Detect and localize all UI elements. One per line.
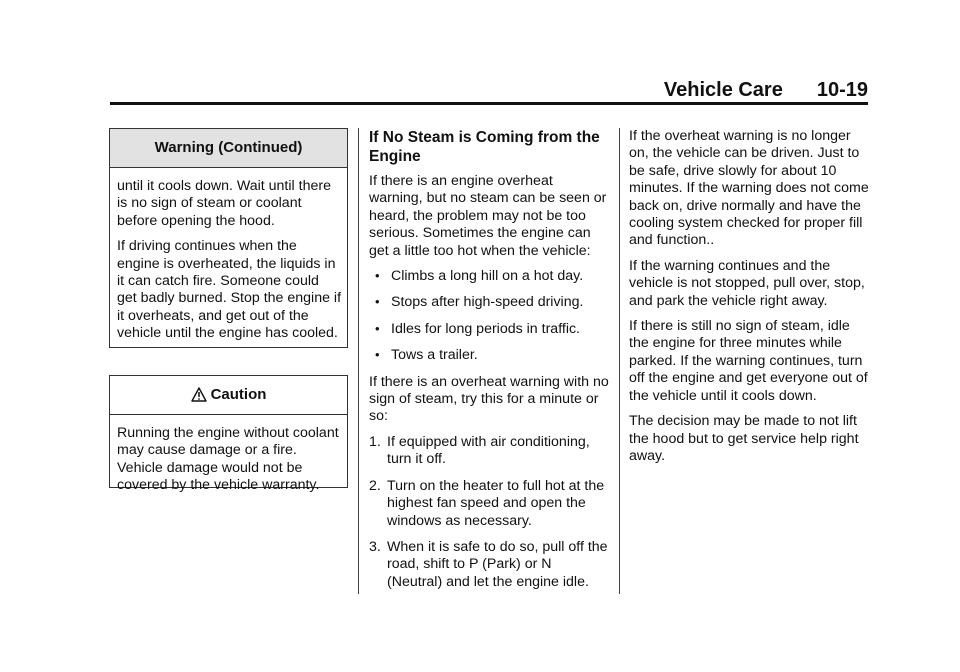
caution-title: Caution [210,386,267,403]
column-right [629,128,869,473]
warning-paragraph: If driving continues when the engine is overheated, the liquids in it can catch fire. Someone could get badly burned. Stop the engine if it overheats, and get out of the vehicle until the engine has cooled. [117,238,342,342]
step-item: 2. Turn on the heater to full hot at the highest fan speed and open the windows as necessary. [369,477,605,529]
warning-triangle-icon [191,387,207,402]
warning-paragraph: until it cools down. Wait until there is no sign of steam or coolant before opening the hood. [117,178,331,229]
caution-box [109,375,348,494]
list-item: • Stops after high-speed driving. [375,294,584,311]
steps-list [369,434,609,591]
caution-text: Running the engine without coolant may cause damage or a fire. Vehicle damage would not be covered by the vehicle warranty. [117,425,339,494]
page-number: 10-19 [816,79,868,101]
column-left [109,128,348,494]
caution-header [110,376,347,415]
warning-title: Warning (Continued) [110,129,347,168]
list-item: • Tows a trailer. [375,347,478,364]
condition-list [369,268,609,365]
body-paragraph: If there is still no sign of steam, idle the engine for three minutes while parked. If the warning continues, turn off the engine and get everyone out of the vehicle until it cools down. [629,318,868,404]
bullet-icon: • [375,294,380,310]
body-paragraph: The decision may be made to not lift the hood but to get service help right away. [629,413,859,464]
section-intro: If there is an engine overheat warning, but no steam can be seen or heard, the problem may not be too serious. Sometimes the engine can get a little too hot when the vehicle: [369,173,607,259]
list-item: • Idles for long periods in traffic. [375,320,581,337]
list-item: • Climbs a long hill on a hot day. [375,268,584,285]
steps-intro: If there is an overheat warning with no sign of steam, try this for a minute or so: [369,373,609,425]
column-divider-2 [619,128,620,594]
warning-box [109,128,348,348]
page-header [110,78,868,102]
column-middle [369,128,609,600]
header-rule [110,102,868,105]
column-divider-1 [358,128,359,594]
body-paragraph: If the warning continues and the vehicle is not stopped, pull over, stop, and park the vehicle right away. [629,257,865,309]
step-item: 3. When it is safe to do so, pull off the road, shift to P (Park) or N (Neutral) and let the engine idle. [369,538,608,590]
bullet-icon: • [375,347,380,363]
body-paragraph: If the overheat warning is no longer on, the vehicle can be driven. Just to be safe, drive slowly for about 10 minutes. If the warning does not come back on, drive normally and have the cooling system checked for proper fill and function.. [629,128,869,249]
bullet-icon: • [375,320,380,336]
step-item: 1. If equipped with air conditioning, turn it off. [369,433,590,468]
section-heading: If No Steam is Coming from the Engine [369,129,600,165]
bullet-icon: • [375,268,380,284]
section-title: Vehicle Care [663,79,783,101]
